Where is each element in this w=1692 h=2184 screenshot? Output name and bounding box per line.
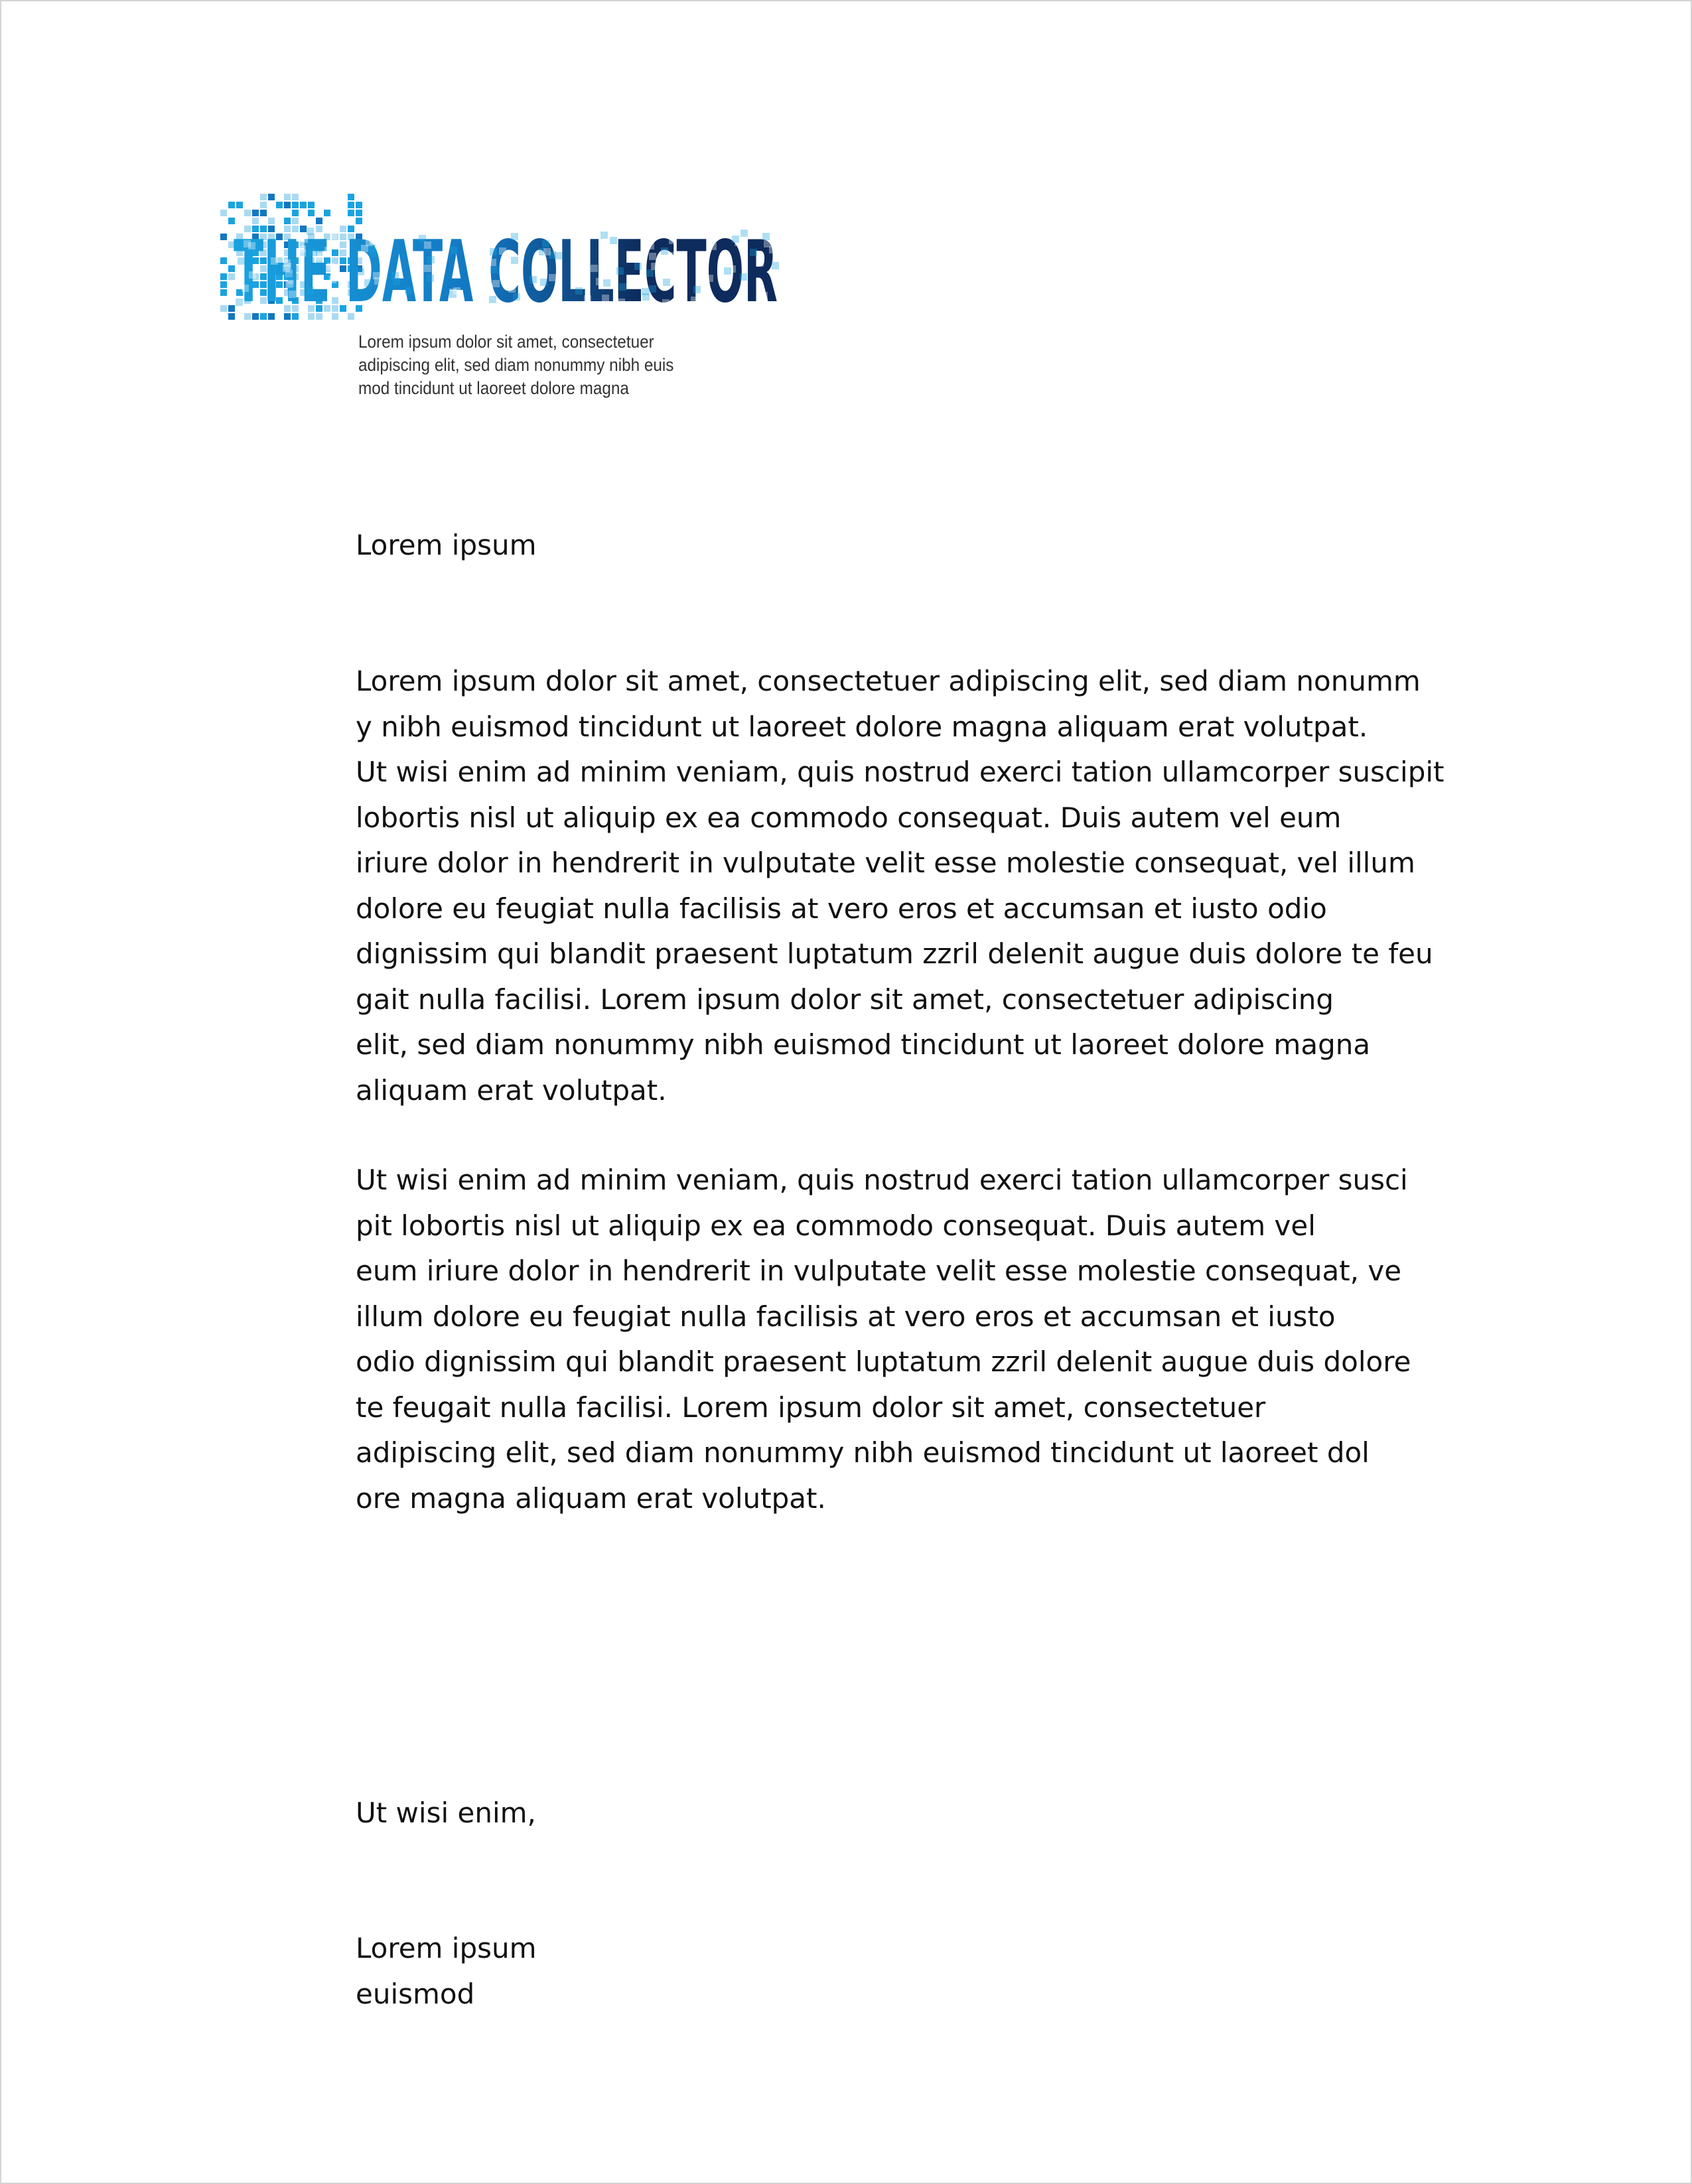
logo-pixel <box>549 274 556 281</box>
signature-block <box>356 1926 537 2017</box>
logo-pixel <box>244 210 251 216</box>
logo-pixel <box>693 286 701 293</box>
logo-pixel <box>543 248 551 255</box>
logo-pixel <box>324 210 330 216</box>
paragraph-line: odio dignissim qui blandit praesent luptatum zzril delenit augue duis dolore <box>356 1345 1411 1378</box>
logo-pixel <box>618 299 625 306</box>
paragraph-line: Ut wisi enim ad minim veniam, quis nostrud exerci tation ullamcorper susci <box>356 1164 1408 1196</box>
logo-pixel <box>616 267 624 275</box>
logo-pixel <box>580 275 587 282</box>
logo-pixel <box>228 202 235 208</box>
logo-pixel <box>220 273 227 280</box>
logo-pixel <box>268 194 275 200</box>
logo-pixel <box>489 259 496 266</box>
paragraph-line: aliquam erat volutpat. <box>356 1073 667 1107</box>
paragraph-line: gait nulla facilisi. Lorem ipsum dolor sit amet, consectetuer adipiscing <box>356 983 1334 1016</box>
logo-pixel <box>508 285 516 293</box>
logo-pixel <box>348 210 354 216</box>
logo-pixel <box>284 202 291 208</box>
logo-pixel <box>668 252 675 259</box>
logo-pixel <box>364 279 372 287</box>
tagline-line: mod tincidunt ut laoreet dolore magna <box>358 378 629 398</box>
logo-pixel <box>740 230 748 237</box>
logo-pixel <box>419 235 426 242</box>
logo-pixel <box>575 287 583 295</box>
logo-pixel <box>661 247 668 255</box>
logo-pixel <box>220 305 227 312</box>
logo-pixel <box>249 271 256 279</box>
paragraph-line: dolore eu feugiat nulla facilisis at vero eros et accumsan et iusto odio <box>356 892 1327 925</box>
logo-pixel <box>424 241 431 249</box>
logo-pixel <box>260 194 267 200</box>
logo-wordmark: THE DATA COLLECTOR <box>234 223 778 322</box>
paragraph-line: ore magna aliquam erat volutpat. <box>356 1481 826 1515</box>
logo-pixel <box>271 257 278 265</box>
logo-pixel <box>764 240 771 247</box>
logo-pixel <box>236 299 243 306</box>
paragraph-line: adipiscing elit, sed diam nonummy nibh euismod tincidunt ut laoreet dol <box>356 1436 1370 1469</box>
logo-pixel <box>490 266 498 273</box>
paragraph-line: lobortis nisl ut aliquip ex ea commodo consequat. Duis autem vel eum <box>356 801 1342 834</box>
logo-pixel <box>513 293 520 301</box>
logo-pixel <box>284 194 291 200</box>
logo-pixel <box>348 202 354 208</box>
logo-pixel <box>709 243 717 250</box>
paragraph-line: iriure dolor in hendrerit in vulputate velit esse molestie consequat, vel illum <box>356 847 1415 879</box>
logo-pixel <box>651 263 658 270</box>
paragraph-line: Ut wisi enim ad minim veniam, quis nostrud exerci tation ullamcorper suscipit <box>356 756 1445 788</box>
logo-pixel <box>669 237 676 244</box>
logo-pixel <box>634 263 642 270</box>
paragraph-line: te feugait nulla facilisi. Lorem ipsum dolor sit amet, consectetuer <box>356 1391 1266 1424</box>
logo-pixel <box>427 256 435 263</box>
logo-pixel <box>236 202 243 208</box>
logo-pixel <box>307 287 314 294</box>
logo-pixel <box>220 257 227 264</box>
logo-pixel <box>220 281 227 288</box>
logo-pixel <box>330 232 337 239</box>
logo-pixel <box>596 278 603 285</box>
logo-pixel <box>260 210 267 216</box>
logo-pixel <box>506 273 514 281</box>
logo-pixel <box>356 202 362 208</box>
logo-pixel <box>329 276 336 283</box>
paragraph-line: dignissim qui blandit praesent luptatum zzril delenit augue duis dolore te feu <box>356 937 1433 970</box>
logo-pixel <box>619 283 626 291</box>
paragraph-2 <box>356 1158 1411 1521</box>
logo-pixel <box>374 277 382 285</box>
logo-pixel <box>492 280 500 287</box>
logo-pixel <box>327 263 334 270</box>
logo-pixel <box>647 242 654 249</box>
logo-pixel <box>529 276 537 283</box>
logo-pixel <box>220 210 227 216</box>
logo-pixel <box>287 284 295 291</box>
paragraph-1 <box>356 659 1445 1113</box>
logo-pixel <box>496 232 504 239</box>
logo-pixel <box>391 272 399 279</box>
logo-pixel <box>299 249 306 257</box>
logo-pixel <box>511 233 518 240</box>
logo-pixel <box>357 268 364 275</box>
logo-pixel <box>777 228 784 236</box>
logo-pixel <box>453 287 460 295</box>
logo-pixel <box>292 202 299 208</box>
logo-pixel <box>361 245 368 252</box>
logo-pixel <box>649 285 656 293</box>
logo-pixel <box>756 259 764 267</box>
logo-pixel <box>649 253 656 260</box>
logo-pixel <box>602 295 609 302</box>
logo-pixel <box>289 291 296 298</box>
logo-pixel <box>607 270 614 277</box>
logo-pixel <box>540 279 547 286</box>
logo-pixel <box>732 236 739 243</box>
logo-pixel <box>276 202 283 208</box>
logo-pixel <box>252 210 259 216</box>
logo-pixel <box>238 257 245 265</box>
logo-pixel <box>424 265 431 272</box>
logo-pixel <box>662 299 670 307</box>
logo-pixel <box>236 243 243 251</box>
paragraph-line: pit lobortis nisl ut aliquip ex ea commodo consequat. Duis autem vel <box>356 1209 1316 1242</box>
closing <box>356 1791 536 1836</box>
logo-pixel <box>572 245 579 253</box>
data-collector-logo <box>214 187 784 340</box>
logo-pixel <box>301 236 308 243</box>
logo-tagline <box>358 330 776 400</box>
logo-pixel <box>348 194 354 200</box>
salutation <box>356 523 537 569</box>
logo-pixel <box>308 210 315 216</box>
logo-pixel <box>591 265 598 272</box>
logo-pixel <box>248 242 255 249</box>
salutation-text: Lorem ipsum <box>356 529 537 561</box>
logo-pixel <box>324 247 332 254</box>
logo-pixel <box>310 249 317 256</box>
paragraph-line: elit, sed diam nonummy nibh euismod tincidunt ut laoreet dolore magna <box>356 1028 1371 1061</box>
paragraph-line: illum dolore eu feugiat nulla facilisis at vero eros et accumsan et iusto <box>356 1300 1336 1333</box>
logo-pixel <box>691 297 698 304</box>
logo-pixel <box>242 285 249 292</box>
logo-pixel <box>286 273 293 281</box>
logo-pixel <box>542 240 549 247</box>
logo-pixel <box>642 293 650 301</box>
logo-pixel <box>370 238 377 245</box>
logo-pixel <box>724 267 731 275</box>
closing-text: Ut wisi enim, <box>356 1797 536 1829</box>
logo-pixel <box>750 227 758 234</box>
logo-pixel <box>220 289 227 296</box>
paragraph-line: eum iriure dolor in hendrerit in vulputate velit esse molestie consequat, ve <box>356 1255 1402 1287</box>
logo-pixel <box>370 249 377 257</box>
logo-pixel <box>284 263 291 270</box>
paragraph-line: y nibh euismod tincidunt ut laoreet dolore magna aliquam erat volutpat. <box>356 710 1368 743</box>
logo-pixel <box>499 247 506 255</box>
logo-pixel <box>740 273 747 281</box>
logo-pixel <box>584 295 591 303</box>
paragraph-line: Lorem ipsum dolor sit amet, consectetuer adipiscing elit, sed diam nonumm <box>356 665 1421 697</box>
letterhead <box>214 187 784 398</box>
logo-pixel <box>292 210 299 216</box>
signature-line: Lorem ipsum <box>356 1932 537 1964</box>
logo-pixel <box>511 257 518 264</box>
logo-pixel <box>646 269 654 277</box>
logo-pixel <box>220 234 227 240</box>
logo-pixel <box>603 279 610 287</box>
logo-pixel <box>356 210 362 216</box>
logo-pixel <box>307 228 314 235</box>
logo-pixel <box>260 202 267 208</box>
tagline-line: adipiscing elit, sed diam nonummy nibh euis <box>358 355 674 375</box>
logo-pixel <box>762 233 770 240</box>
logo-pixel <box>750 249 757 256</box>
logo-pixel <box>600 232 608 239</box>
logo-pixel <box>405 287 412 295</box>
logo-pixel <box>663 279 670 286</box>
signature-line: euismod <box>356 1977 475 2010</box>
logo-pixel <box>450 247 457 254</box>
logo-pixel <box>308 202 315 208</box>
logo-pixel <box>610 237 617 244</box>
logo-pixel <box>706 275 713 282</box>
logo-pixel <box>490 248 497 255</box>
logo-pixel <box>489 296 496 303</box>
logo-pixel <box>760 292 768 299</box>
logo-pixel <box>427 275 434 282</box>
logo-pixel <box>300 202 307 208</box>
logo-pixel <box>292 194 299 200</box>
logo-pixel <box>645 234 652 241</box>
logo-pixel <box>772 262 779 269</box>
tagline-line: Lorem ipsum dolor sit amet, consectetuer <box>358 332 654 352</box>
